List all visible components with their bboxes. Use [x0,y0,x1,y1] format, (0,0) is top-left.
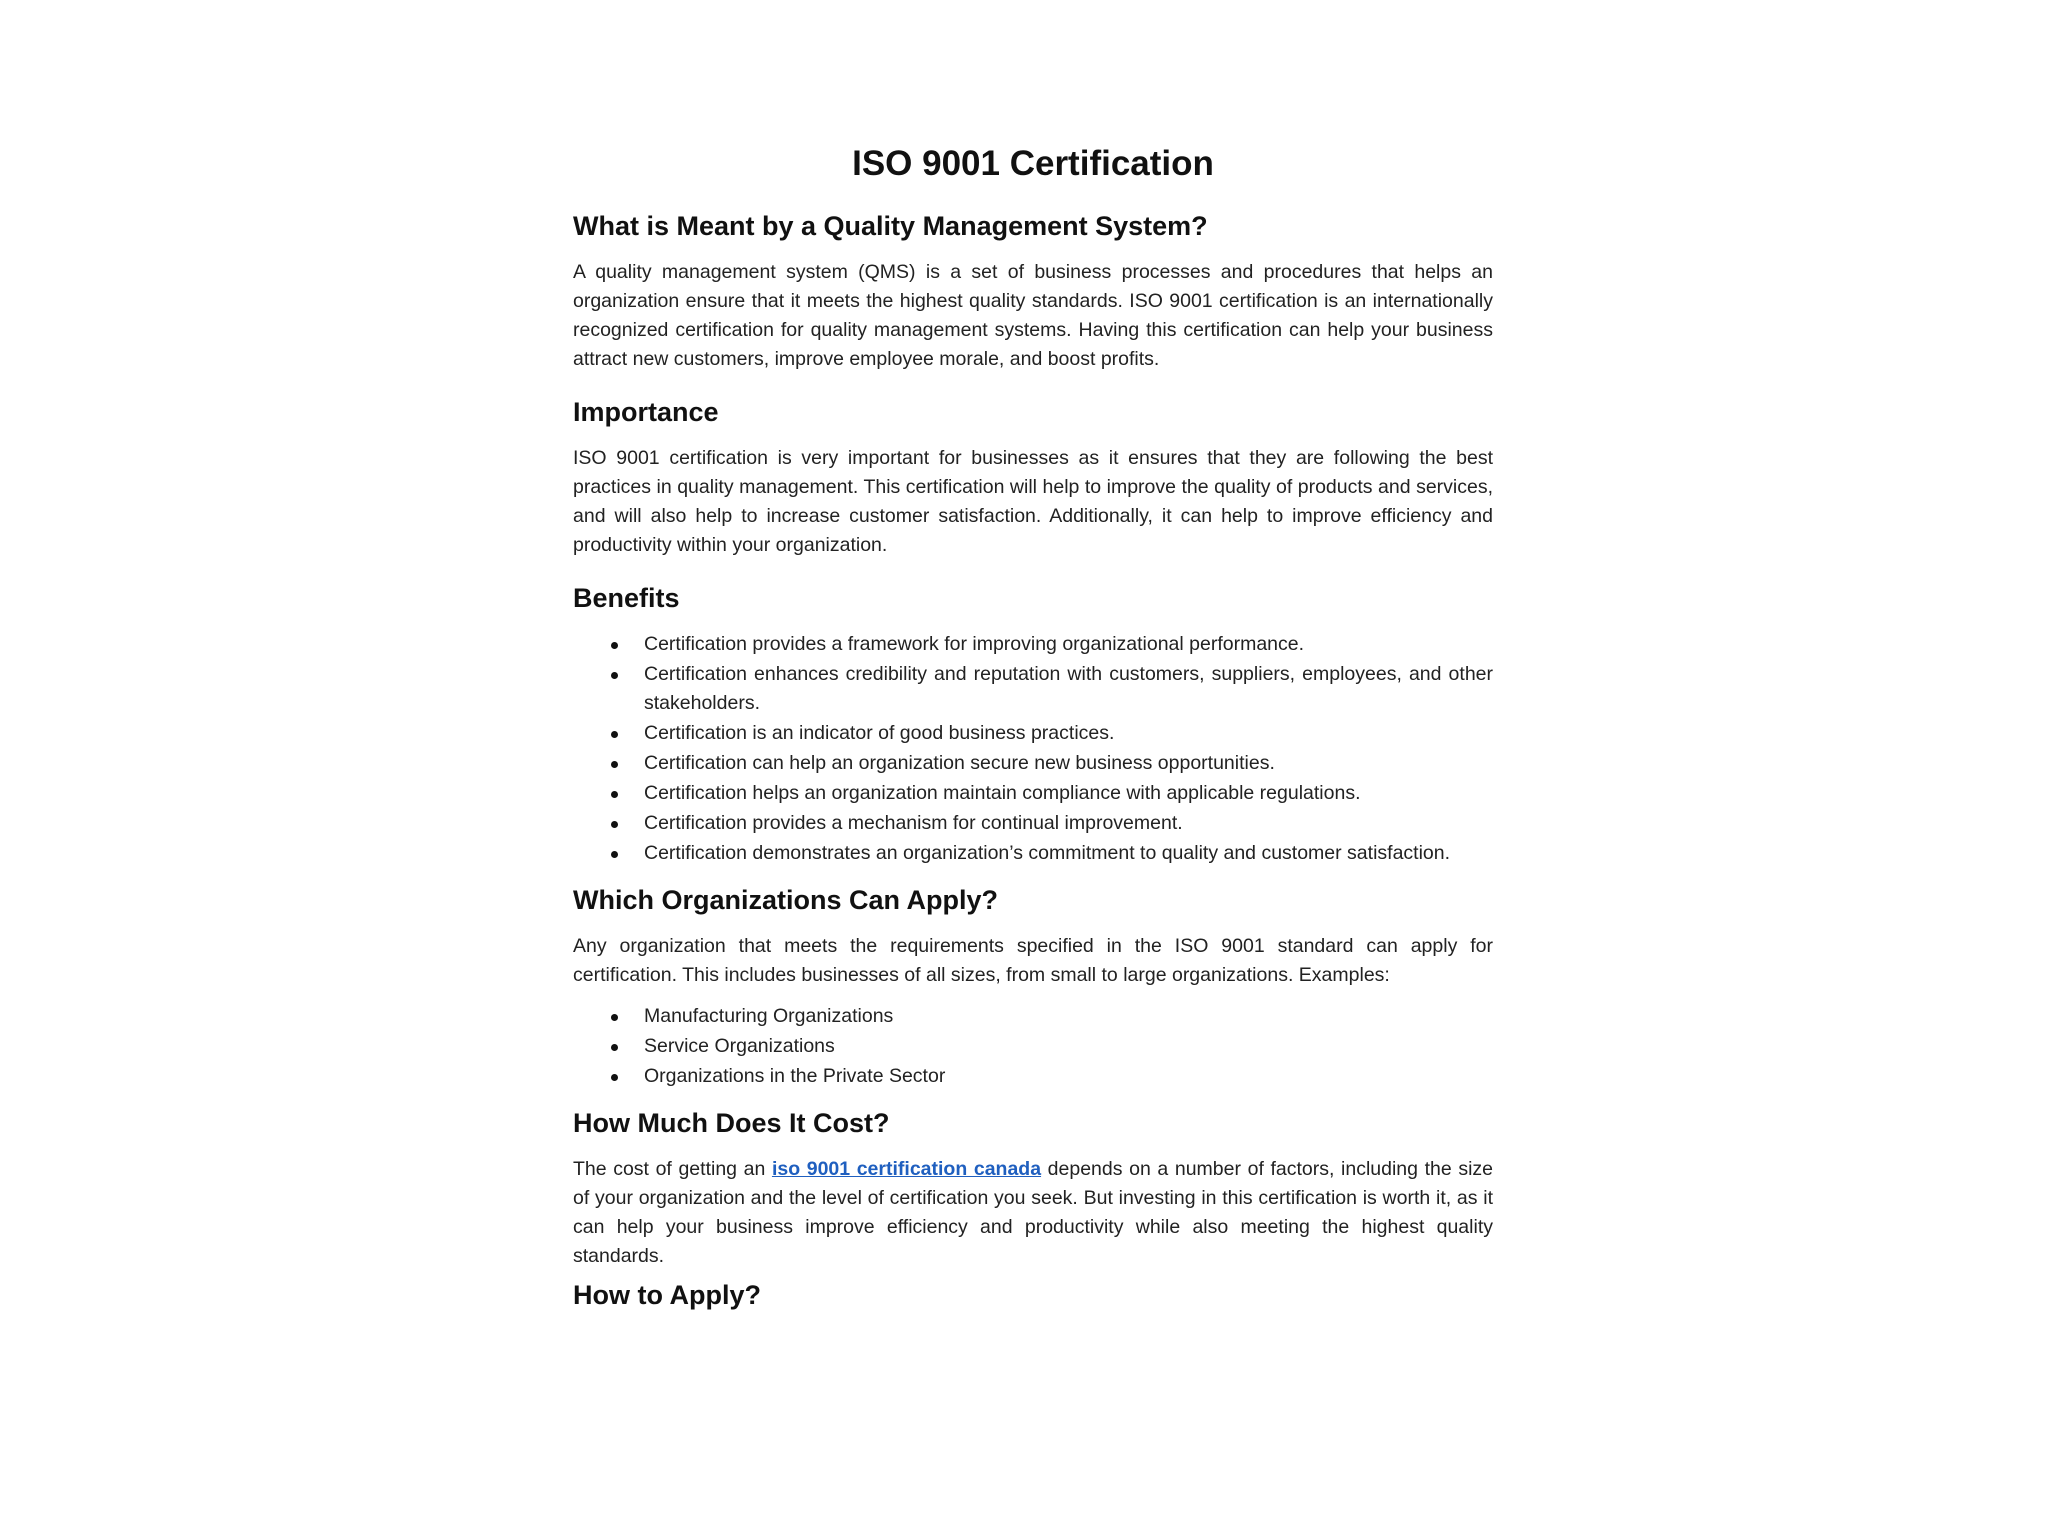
organizations-list [573,1002,1493,1091]
bullet-icon [611,851,618,858]
list-item [573,749,1493,778]
list-item-text: Certification enhances credibility and reputation with customers, suppliers, employees, and other stakeholders. [644,663,1493,714]
list-item-text: Certification provides a framework for improving organizational performance. [644,633,1305,655]
bullet-icon [611,672,618,679]
benefits-list [573,630,1493,868]
list-item [573,630,1493,659]
bullet-icon [611,761,618,768]
list-item [573,1062,1493,1091]
bullet-icon [611,642,618,649]
list-item-text: Certification is an indicator of good business practices. [644,722,1115,744]
list-item-text: Certification helps an organization maintain compliance with applicable regulations. [644,782,1361,804]
bullet-icon [611,731,618,738]
bullet-icon [611,1014,618,1021]
section-heading-benefits: Benefits [573,583,680,613]
cost-text-before-link: The cost of getting an [573,1158,772,1180]
list-item-text: Certification provides a mechanism for continual improvement. [644,812,1183,834]
list-item [573,1032,1493,1061]
list-item [573,660,1493,718]
section-heading-qms: What is Meant by a Quality Management System? [573,211,1208,241]
list-item-text: Service Organizations [644,1035,835,1057]
list-item-text: Certification demonstrates an organization’s commitment to quality and customer satisfaction. [644,842,1451,864]
cost-paragraph [573,1155,1493,1271]
list-item [573,719,1493,748]
list-item [573,779,1493,808]
iso-certification-link[interactable]: iso 9001 certification canada [771,1158,1042,1180]
bullet-icon [611,791,618,798]
document-page [573,140,1493,1327]
bullet-icon [611,1074,618,1081]
list-item [573,809,1493,838]
section-heading-importance: Importance [573,397,719,427]
list-item-text: Organizations in the Private Sector [644,1065,946,1087]
document-title: ISO 9001 Certification [852,144,1214,183]
list-item-text: Manufacturing Organizations [644,1005,894,1027]
bullet-icon [611,821,618,828]
cost-text-after-link: depends on a number of factors, including the size of your organization and the level of certification you seek. But investing in this certification is worth it, as it can help your business improve efficiency and productivity while also meeting the highest quality standards. [573,1158,1494,1267]
section-heading-cost: How Much Does It Cost? [573,1108,890,1138]
section-heading-apply: How to Apply? [573,1280,761,1310]
qms-paragraph: A quality management system (QMS) is a set of business processes and procedures that helps an organization ensure that it meets the highest quality standards. ISO 9001 certification is an internationally recognized certification for quality management systems. Having this certification can help your business attract new customers, improve employee morale, and boost profits. [573,261,1493,370]
list-item [573,1002,1493,1031]
importance-paragraph: ISO 9001 certification is very important for businesses as it ensures that they are following the best practices in quality management. This certification will help to improve the quality of products and services, and will also help to increase customer satisfaction. Additionally, it can help to improve efficiency and productivity within your organization. [573,447,1493,556]
bullet-icon [611,1044,618,1051]
list-item [573,839,1493,868]
list-item-text: Certification can help an organization secure new business opportunities. [644,752,1275,774]
section-heading-organizations: Which Organizations Can Apply? [573,885,999,915]
organizations-paragraph: Any organization that meets the requirements specified in the ISO 9001 standard can apply for certification. This includes businesses of all sizes, from small to large organizations. Examples: [573,935,1493,986]
